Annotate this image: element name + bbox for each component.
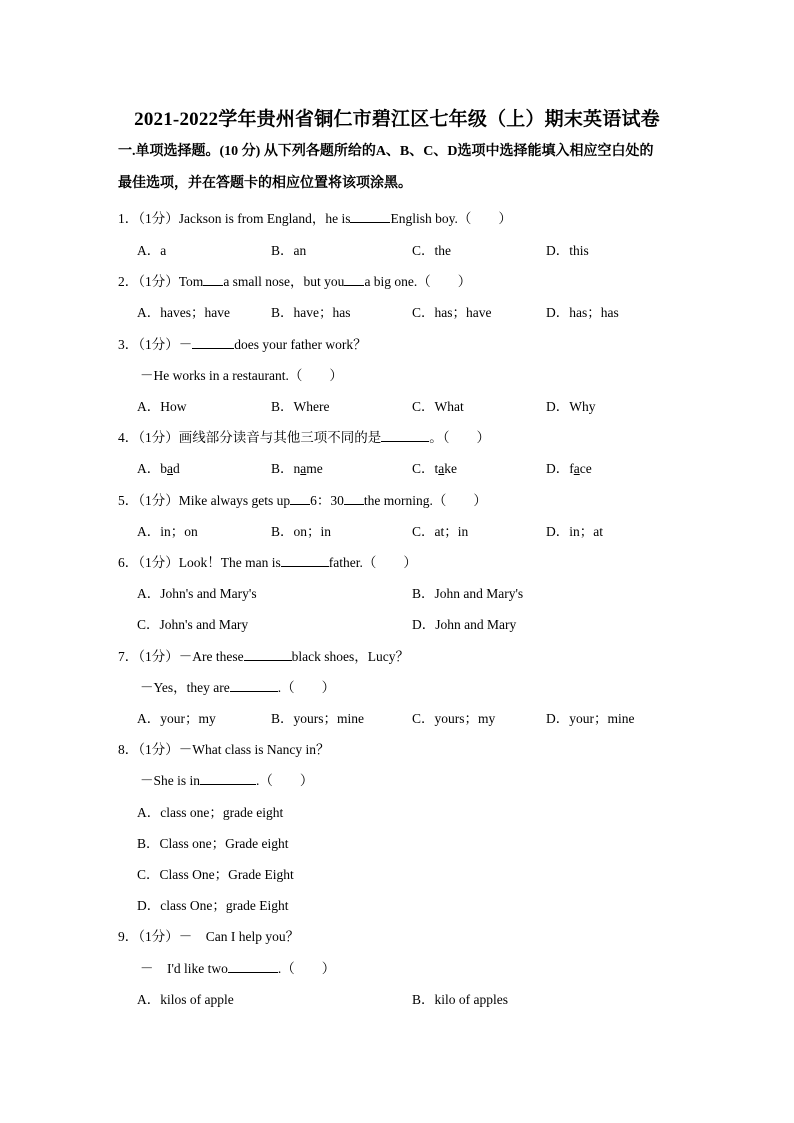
option-a[interactable]: A．class one；grade eight	[137, 805, 284, 820]
dialogue-answer: － I'd like two .（ ）	[140, 961, 336, 976]
answer-blank[interactable]	[344, 492, 364, 505]
question-5: 5．（1分）Mike always gets up 6：30 the morning.（ ）	[118, 493, 487, 508]
question-8: 8．（1分）－What class is Nancy in？	[118, 742, 330, 757]
answer-blank[interactable]	[344, 273, 364, 286]
option-d[interactable]: D．class One；grade Eight	[137, 898, 289, 913]
option-c[interactable]: C．What	[412, 399, 464, 414]
question-9: 9．（1分）－ Can I help you？	[118, 929, 300, 944]
option-d[interactable]: D．Why	[546, 399, 596, 414]
option-b[interactable]: B．John and Mary's	[412, 586, 524, 601]
option-b[interactable]: B．have；has	[271, 305, 351, 320]
question-7: 7．（1分）－Are these black shoes，Lucy？	[118, 649, 409, 664]
option-b[interactable]: B．yours；mine	[271, 711, 364, 726]
dialogue-answer: －She is in .（ ）	[140, 773, 314, 788]
option-d[interactable]: D．John and Mary	[412, 617, 517, 632]
option-b[interactable]: B．Where	[271, 399, 330, 414]
answer-blank[interactable]	[281, 554, 329, 567]
answer-blank[interactable]	[192, 336, 234, 349]
option-b[interactable]: B．Class one；Grade eight	[137, 836, 289, 851]
answer-blank[interactable]	[381, 429, 429, 442]
option-d[interactable]: D．face	[546, 461, 592, 476]
option-a[interactable]: A．your；my	[137, 711, 216, 726]
question-3: 3．（1分）－ does your father work？	[118, 337, 367, 352]
option-c[interactable]: C．the	[412, 243, 451, 258]
page-title: 2021-2022学年贵州省铜仁市碧江区七年级（上）期末英语试卷	[134, 109, 660, 130]
question-4: 4．（1分）画线部分读音与其他三项不同的是 。（ ）	[118, 430, 490, 445]
option-b[interactable]: B．kilo of apples	[412, 992, 508, 1007]
answer-blank[interactable]	[350, 210, 390, 223]
option-b[interactable]: B．name	[271, 461, 323, 476]
option-c[interactable]: C．John's and Mary	[137, 617, 249, 632]
section-line-1: 一.单项选择题。(10 分) 从下列各题所给的A、B、C、D选项中选择能填入相应空白处的	[118, 144, 654, 159]
question-1: 1．（1分）Jackson is from England，he is English boy.（ ）	[118, 211, 512, 226]
option-c[interactable]: C．yours；my	[412, 711, 496, 726]
question-2: 2．（1分）Tom a small nose，but you a big one.（ ）	[118, 274, 472, 289]
option-d[interactable]: D．your；mine	[546, 711, 635, 726]
option-c[interactable]: C．at；in	[412, 524, 469, 539]
option-a[interactable]: A．haves；have	[137, 305, 230, 320]
question-6: 6．（1分）Look！The man is father.（ ）	[118, 555, 417, 570]
dialogue-answer: －He works in a restaurant.（ ）	[140, 368, 343, 383]
answer-blank[interactable]	[228, 960, 278, 973]
option-c[interactable]: C．take	[412, 461, 458, 476]
option-a[interactable]: A．a	[137, 243, 167, 258]
dialogue-answer: －Yes，they are .（ ）	[140, 680, 336, 695]
option-a[interactable]: A．kilos of apple	[137, 992, 234, 1007]
option-d[interactable]: D．this	[546, 243, 589, 258]
option-a[interactable]: A．John's and Mary's	[137, 586, 257, 601]
option-d[interactable]: D．has；has	[546, 305, 619, 320]
option-a[interactable]: A．How	[137, 399, 187, 414]
answer-blank[interactable]	[244, 648, 292, 661]
answer-blank[interactable]	[203, 273, 223, 286]
option-d[interactable]: D．in；at	[546, 524, 603, 539]
option-a[interactable]: A．bad	[137, 461, 180, 476]
answer-blank[interactable]	[230, 679, 278, 692]
section-instructions	[118, 136, 688, 200]
option-b[interactable]: B．on；in	[271, 524, 332, 539]
option-b[interactable]: B．an	[271, 243, 307, 258]
section-line-2: 最佳选项，并在答题卡的相应位置将该项涂黑。	[118, 176, 412, 191]
option-c[interactable]: C．has；have	[412, 305, 492, 320]
answer-blank[interactable]	[290, 492, 310, 505]
option-c[interactable]: C．Class One；Grade Eight	[137, 867, 294, 882]
answer-blank[interactable]	[200, 772, 256, 785]
option-a[interactable]: A．in；on	[137, 524, 198, 539]
